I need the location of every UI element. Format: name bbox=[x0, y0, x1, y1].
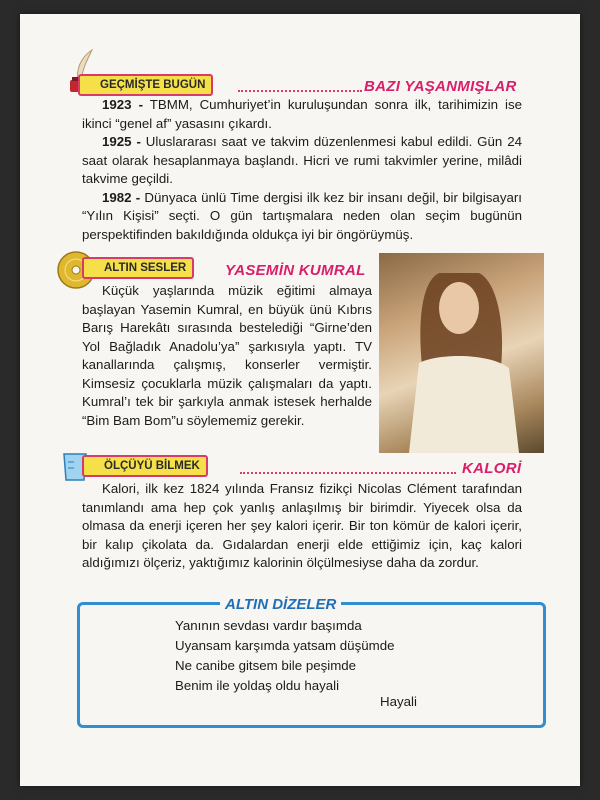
history-entry bbox=[82, 133, 522, 189]
section-label-history: GEÇMİŞTE BUGÜN bbox=[78, 74, 213, 96]
music-paragraph: Küçük yaşlarında müzik eğitimi almaya başlayan Yasemin Kumral, en büyük ünü Kıbrıs Barış Harekâtı sırasında bestelediği “Girne’den Yol Bağladık Anadolu’ya” şarkısıyla yaptı. TV kanallarında çalışmış, konserler vermiştir. Kimsesiz çocuklarla müzik çalışmaları da yaptı. Kumral’ı tek bir şarkıyla anmak istesek herhalde “Bim Bam Bom”u söylememiz gerekir. bbox=[82, 283, 372, 428]
entry-text: Dünyaca ünlü Time dergisi ilk kez bir insanı değil, bir bilgisayarı “Yılın Kişisi” seçti. O gün tartışmalara neden olan seçim bugünün perspektifinden bakıldığında oldukça iyi bir öngörüymüş. bbox=[82, 189, 522, 242]
singer-photo-figure bbox=[379, 253, 544, 453]
section-label-music: ALTIN SESLER bbox=[82, 257, 194, 279]
singer-photo bbox=[379, 253, 544, 453]
magazine-page bbox=[20, 14, 580, 786]
entry-text: Uluslararası saat ve takvim düzenlenmesi kabul edildi. Gün 24 saat olarak hesaplanmaya başlandı. Hicri ve rumi takvimler yerine, milâdi takvime geçildi. bbox=[82, 134, 523, 186]
poem-line: Benim ile yoldaş oldu hayali bbox=[175, 678, 340, 693]
entry-year: 1982 - bbox=[102, 189, 141, 205]
history-entry bbox=[82, 96, 522, 133]
entry-text: TBMM, Cumhuriyet’in kuruluşundan sonra ilk, tarihimizin ise ikinci “genel af” yasasını çıkardı. bbox=[82, 97, 522, 131]
section-label-measure: ÖLÇÜYÜ BİLMEK bbox=[82, 455, 208, 477]
poem-line: Ne canibe gitsem bile peşimde bbox=[175, 658, 357, 673]
entry-year: 1923 - bbox=[102, 97, 143, 112]
heading-music: YASEMİN KUMRAL bbox=[225, 262, 366, 279]
poem-title: ALTIN DİZELER bbox=[220, 596, 341, 613]
entry-year: 1925 - bbox=[102, 134, 141, 149]
heading-measure: KALORİ bbox=[462, 460, 522, 477]
heading-history: BAZI YAŞANMIŞLAR bbox=[364, 78, 517, 95]
poem-line: Uyansam karşımda yatsam düşümde bbox=[175, 638, 395, 653]
measure-paragraph: Kalori, ilk kez 1824 yılında Fransız fizikçi Nicolas Clément tarafından tanımlandı ama hep çok yanlış anlaşılmış bir birimdir. Yiyecek olsa da olmasa da enerji içeren her şey kalori içerir. Bir ton kömür de kalori içerir, bir kalıp çikolata da. Gıdalardan enerji elde ettiğimiz için, kaç kalori aldığımızı ölçeriz, yaktığımız kalorinin ölçülmesiyse daha da zordur. bbox=[82, 481, 522, 570]
divider-dots bbox=[238, 90, 362, 92]
poem-line: Yanının sevdası vardır başımda bbox=[175, 618, 362, 633]
history-entries bbox=[82, 96, 522, 244]
poem-author: Hayali bbox=[380, 694, 417, 709]
history-entry bbox=[82, 189, 522, 245]
measure-text bbox=[82, 480, 522, 573]
music-text bbox=[82, 282, 372, 430]
divider-dots bbox=[240, 472, 456, 474]
